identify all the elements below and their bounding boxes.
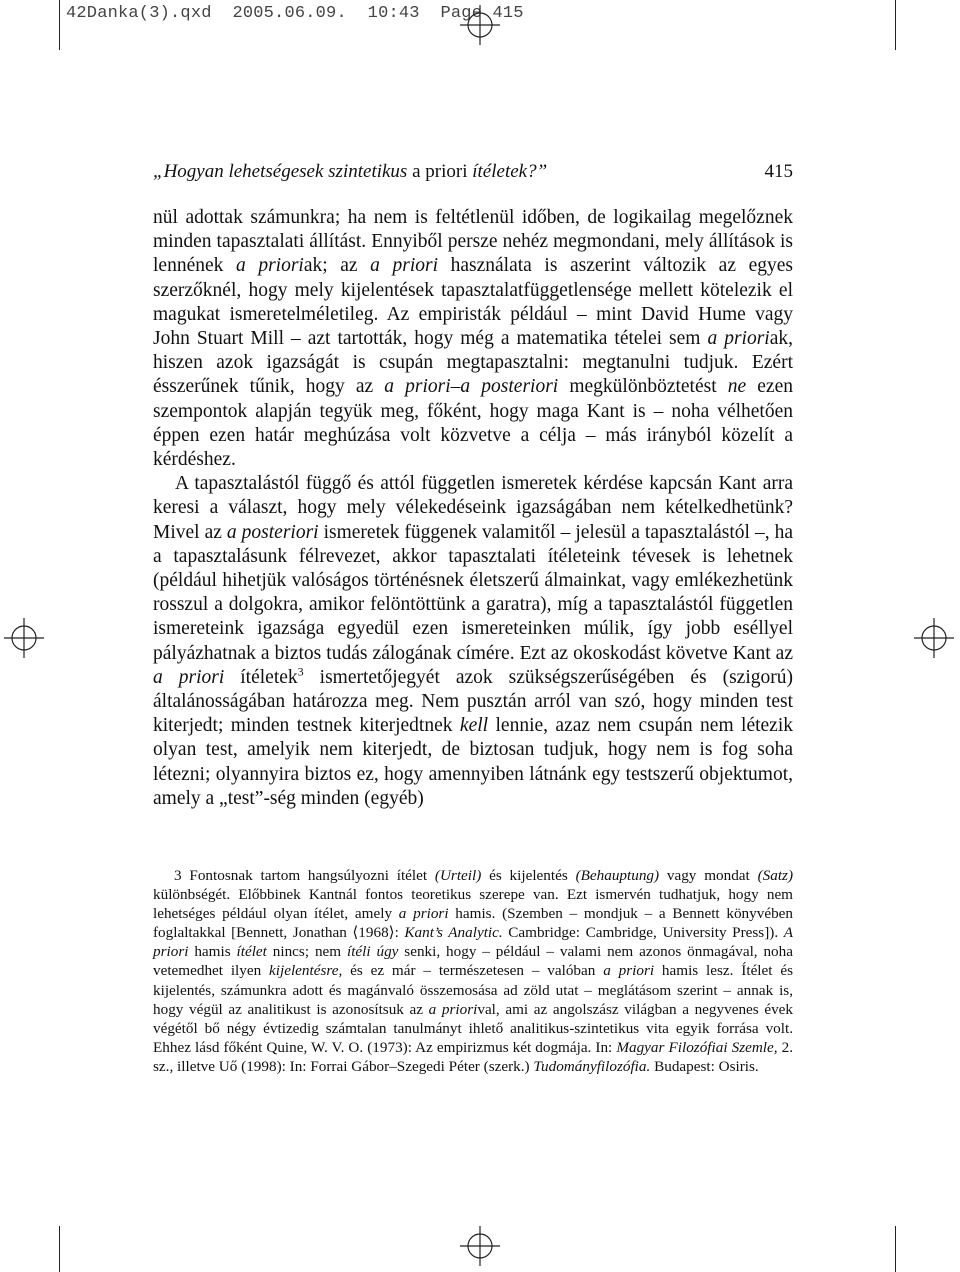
page-number: 415 [764, 161, 793, 182]
crop-mark [895, 0, 896, 50]
footnote-reference[interactable]: 3 [297, 664, 304, 679]
footnote-text: 3 Fontosnak tartom hangsúlyozni ítélet (Urteil) és kijelentés (Behauptung) vagy mondat (Satz) különbségét. Előbbinek Kantnál fontos teoretikus szerepe van. Ezt ismervén tudhatjuk, hogy nem lehetséges például olyan ítélet, amely a priori hamis. (Szemben – mondjuk – a Bennett könyvében foglaltakkal [Bennett, Jonathan ⟨1968⟩: Kant’s Analytic. Cambridge: Cambridge, University Press]). A priori hamis ítélet nincs; nem ítéli úgy senki, hogy – például – valami nem azonos önmagával, noha vetemedhet ilyen kijelentésre, és ez már – természetesen – valóban a priori hamis lesz. Ítélet és kijelentés, számunkra adott és magánvaló összemosása ad zöld utat – meglátásom szerint – annak is, hogy végül az analitikust is azonosítsuk az a priorival, ami az angolszász világban a negyvenes évek végétől bő négy évtizedig számtalan tanulmányt ihlető analitikus-szintetikus vita egyik forrása volt. Ehhez lásd főként Quine, W. V. O. (1973): Az empirizmus két dogmája. In: Magyar Filozófiai Szemle, 2. sz., illetve Uő (1998): In: Forrai Gábor–Szegedi Péter (szerk.) Tudományfilozófia. Budapest: Osiris. [153, 867, 794, 1075]
body-text [153, 206, 793, 811]
registration-mark-left [4, 618, 44, 658]
paragraph: nül adottak számunkra; ha nem is feltétlenül időben, de logikailag megelőznek minden tapasztalati állítást. Ennyiből persze nehéz megmondani, mely állítások is lennének a prioriak; az a priori használata is aszerint változik az egyes szerzőknél, hogy mely kijelentések tapasztalatfüggetlensége mellett kötelezik el magukat ismeretelméletileg. Az empiristák például – mint David Hume vagy John Stuart Mill – azt tartották, hogy még a matematika tételei sem a prioriak, hiszen azok igazságát is csupán megtapasztalni: megtanulni tudjuk. Ezért ésszerűnek tűnik, hogy az a priori–a posteriori megkülönböztetést ne ezen szempontok alapján tegyük meg, főként, hogy maga Kant is – noha vélhetően éppen ezen határ meghúzása volt közvetve a célja – más irányból közelít a kérdéshez. [153, 207, 794, 471]
crop-mark [895, 1226, 896, 1272]
running-head-title: „Hogyan lehetségesek szintetikus a priori ítéletek?” [153, 161, 548, 182]
crop-mark [59, 1226, 60, 1272]
slug-time: 10:43 [367, 4, 420, 23]
paragraph: A tapasztalástól függő és attól független ismeretek kérdése kapcsán Kant arra keresi a választ, hogy mely vélekedéseink igazságában nem kételkedhetünk? Mivel az a posteriori ismeretek függenek valamitől – jelesül a tapasztalástól –, ha a tapasztalásunk félrevezet, akkor tapasztalati ítéleteink tévesek is lehetnek (például hihetjük valóságos történésnek életszerű álmainkat, vagy emlékezhetünk rosszul a dolgokra, amikor felöntöttünk a garatra), míg a tapasztalástól független ismereteink igazsága egyedül ezen ismereteinken múlik, így jobb eséllyel pályázhatnak a biztos tudás zálogának címére. Ezt az okoskodást követve Kant az a priori ítéletek$^3$ ismertetőjegyét azok szükségszerűségében és (szigorú) általánosságában határozza meg. Nem pusztán arról van szó, hogy minden test kiterjedt; minden testnek kiterjedtnek kell lennie, azaz nem csupán nem létezik olyan test, amelyik nem kiterjedt, de biztosan tudjuk, hogy nem is fog soha létezni; olyannyira biztos ez, hogy amennyiben látnánk egy testszerű objektumot, amely a „test”-ség minden (egyéb) [153, 473, 793, 809]
registration-mark-top [460, 5, 500, 45]
running-head [153, 160, 793, 184]
footnote [153, 866, 793, 1076]
registration-mark-bottom [460, 1226, 500, 1266]
crop-mark [59, 0, 60, 50]
slug-page: Page 415 [440, 4, 524, 23]
print-slug [66, 4, 524, 23]
slug-date: 2005.06.09. [232, 4, 347, 23]
registration-mark-right [914, 618, 954, 658]
slug-file: 42Danka(3).qxd [66, 4, 212, 23]
